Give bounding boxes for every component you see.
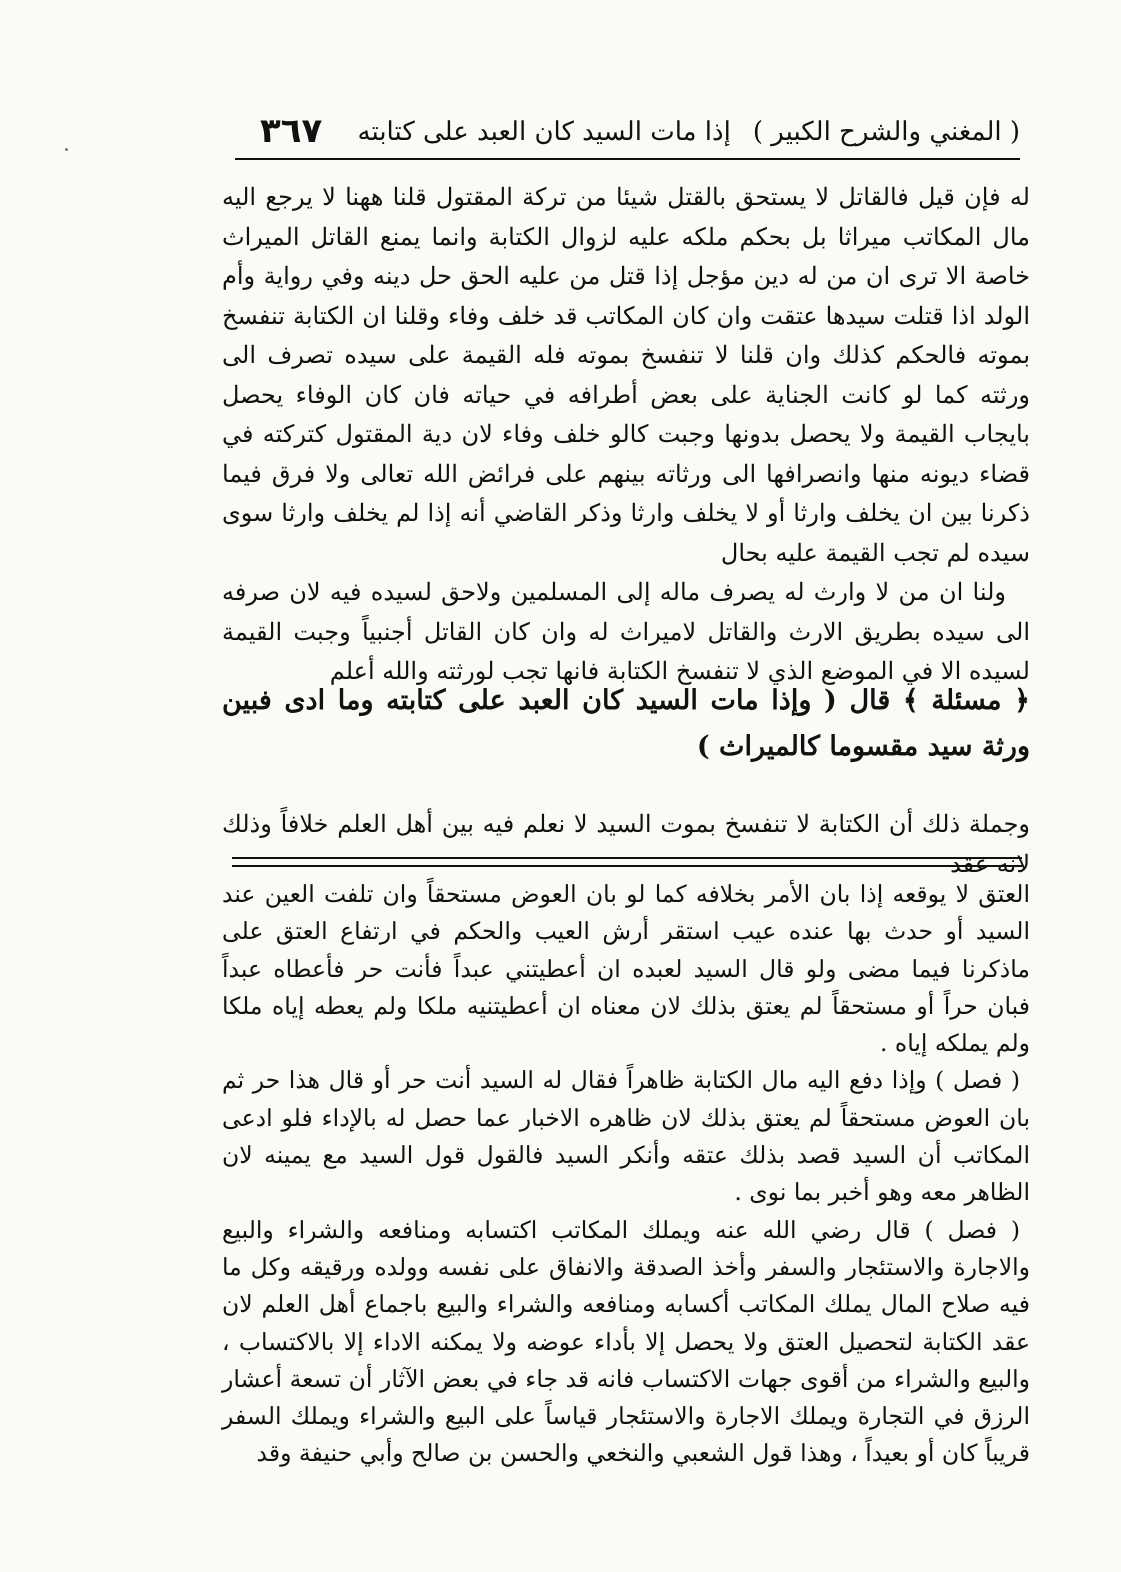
scan-speck [65,148,68,151]
lower-text-block [222,876,1030,1473]
paragraph: ولنا ان من لا وارث له يصرف ماله إلى المسلمين ولاحق لسيده فيه لان صرفه الى سيده بطريق الارث والقاتل لاميراث له وان كان القاتل أجنبياً وجبت القيمة لسيده الا في الموضع الذي لا تنفسخ الكتابة فانها تجب لورثته والله أعلم [222,578,1030,685]
chapter-title: إذا مات السيد كان العبد على كتابته [357,117,731,147]
book-title: ( المغني والشرح الكبير ) [752,117,1020,147]
header-title [358,110,1020,154]
paragraph: له فإن قيل فالقاتل لا يستحق بالقتل شيئا من تركة المقتول قلنا ههنا لا يرجع اليه مال المكاتب ميراثا بل بحكم ملكه عليه لزوال الكتابة وانما يمنع القاتل الميراث خاصة الا ترى ان من له دين مؤجل إذا قتل من عليه الحق حل دينه وفي رواية وأم الولد اذا قتلت سيدها عتقت وان كان المكاتب قد خلف وفاء وقلنا ان الكتابة تنفسخ بموته فالحكم كذلك وان قلنا لا تنفسخ بموته فله القيمة على سيده تصرف الى ورثته كما لو كانت الجناية على بعض أطرافه في حياته فان كان الوفاء يحصل بايجاب القيمة ولا يحصل بدونها وجبت كالو خلف وفاء لان دية المقتول كتركته في قضاء ديونه منها وانصرافها الى ورثاته بينهم على فرائض الله تعالى ولا فرق فيما ذكرنا بين ان يخلف وارثا أو لا يخلف وارثا وذكر القاضي أنه إذا لم يخلف وارثا سوى سيده لم تجب القيمة عليه بحال [222,183,1031,567]
section-divider-bottom [232,865,1022,867]
page-number: ٣٦٧ [260,111,323,151]
upper-text-block [222,178,1030,692]
paragraph: ( فصل ) قال رضي الله عنه ويملك المكاتب اكتسابه ومنافعه والشراء والبيع والاجارة والاستئجار والسفر وأخذ الصدقة والانفاق على نفسه وولده ورقيقه وكل ما فيه صلاح المال يملك المكاتب أكسابه ومنافعه والشراء والبيع باجماع أهل العلم لان عقد الكتابة لتحصيل العتق ولا يحصل إلا بأداء عوضه ولا يمكنه الاداء إلا بالاكتساب ، والبيع والشراء من أقوى جهات الاكتساب فانه قد جاء في بعض الآثار أن تسعة أعشار الرزق في التجارة ويملك الاجارة والاستئجار قياساً على البيع والشراء ويملك السفر قريباً كان أو بعيداً ، وهذا قول الشعبي والنخعي والحسن بن صالح وأبي حنيفة وقد [222,1215,1030,1468]
header-rule [235,158,1020,160]
paragraph: ( فصل ) وإذا دفع اليه مال الكتابة ظاهراً فقال له السيد أنت حر أو قال هذا حر ثم بان العوض مستحقاً لم يعتق بذلك لان ظاهره الاخبار عما حصل له بالإداء فلو ادعى المكاتب أن السيد قصد بذلك عتقه وأنكر السيد فالقول قول السيد مع يمينه لان الظاهر معه وهو أخبر بما نوى . [222,1066,1030,1207]
paragraph: وجملة ذلك أن الكتابة لا تنفسخ بموت السيد لا نعلم فيه بين أهل العلم خلافاً وذلك لانه عقد [222,810,1030,878]
running-header [240,110,1020,160]
masala-text: ﴿ مسئلة ﴾ قال ( وإذا مات السيد كان العبد على كتابته وما ادى فبين ورثة سيد مقسوما كالميراث ) [222,685,1030,762]
section-divider-top [232,857,1022,859]
masala-heading [222,678,1030,770]
commentary-intro [222,804,1030,884]
paragraph: العتق لا يوقعه إذا بان الأمر بخلافه كما لو بان العوض مستحقاً وان تلفت العين عند السيد أو حدث بها عنده عيب استقر أرش العيب والحكم في ارتفاع العتق على ماذكرنا فيما مضى ولو قال السيد لعبده ان أعطيتني عبداً فأنت حر فأعطاه عبداً فبان حراً أو مستحقاً لم يعتق بذلك لان معناه ان أعطيتنيه ملكا ولم يعطه إياه ملكا ولم يملكه إياه . [222,880,1030,1058]
